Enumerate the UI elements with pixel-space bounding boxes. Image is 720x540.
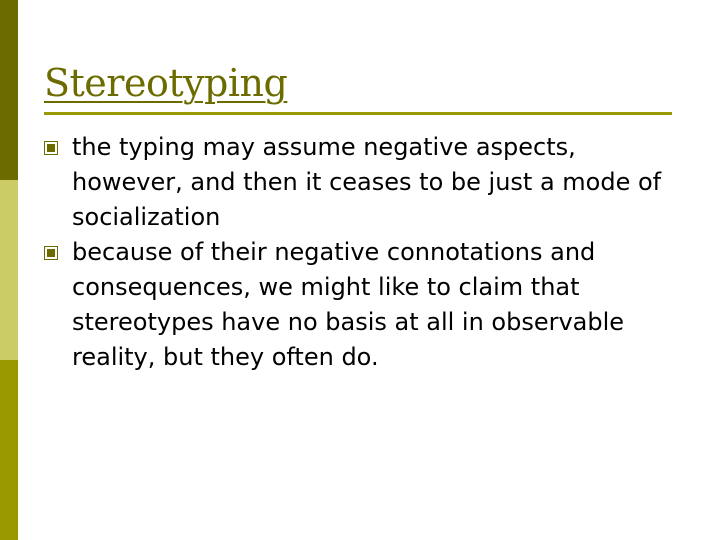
bullet-text: because of their negative connotations and consequences, we might like to claim that stereotypes have no basis at all in observable reality, but they often do. [72,238,625,371]
sidebar-band-middle [0,180,18,360]
square-checkbox-icon [44,141,58,155]
bullet-list [44,130,694,375]
bullet-text: the typing may assume negative aspects, however, and then it ceases to be just a mode of socialization [72,133,662,231]
sidebar-band-bottom [0,360,18,540]
slide-title: Stereotyping [44,61,288,105]
square-checkbox-icon [44,246,58,260]
bullet-item [44,235,694,375]
sidebar-band-top [0,0,18,180]
bullet-item [44,130,694,235]
title-underline-rule [44,112,672,115]
